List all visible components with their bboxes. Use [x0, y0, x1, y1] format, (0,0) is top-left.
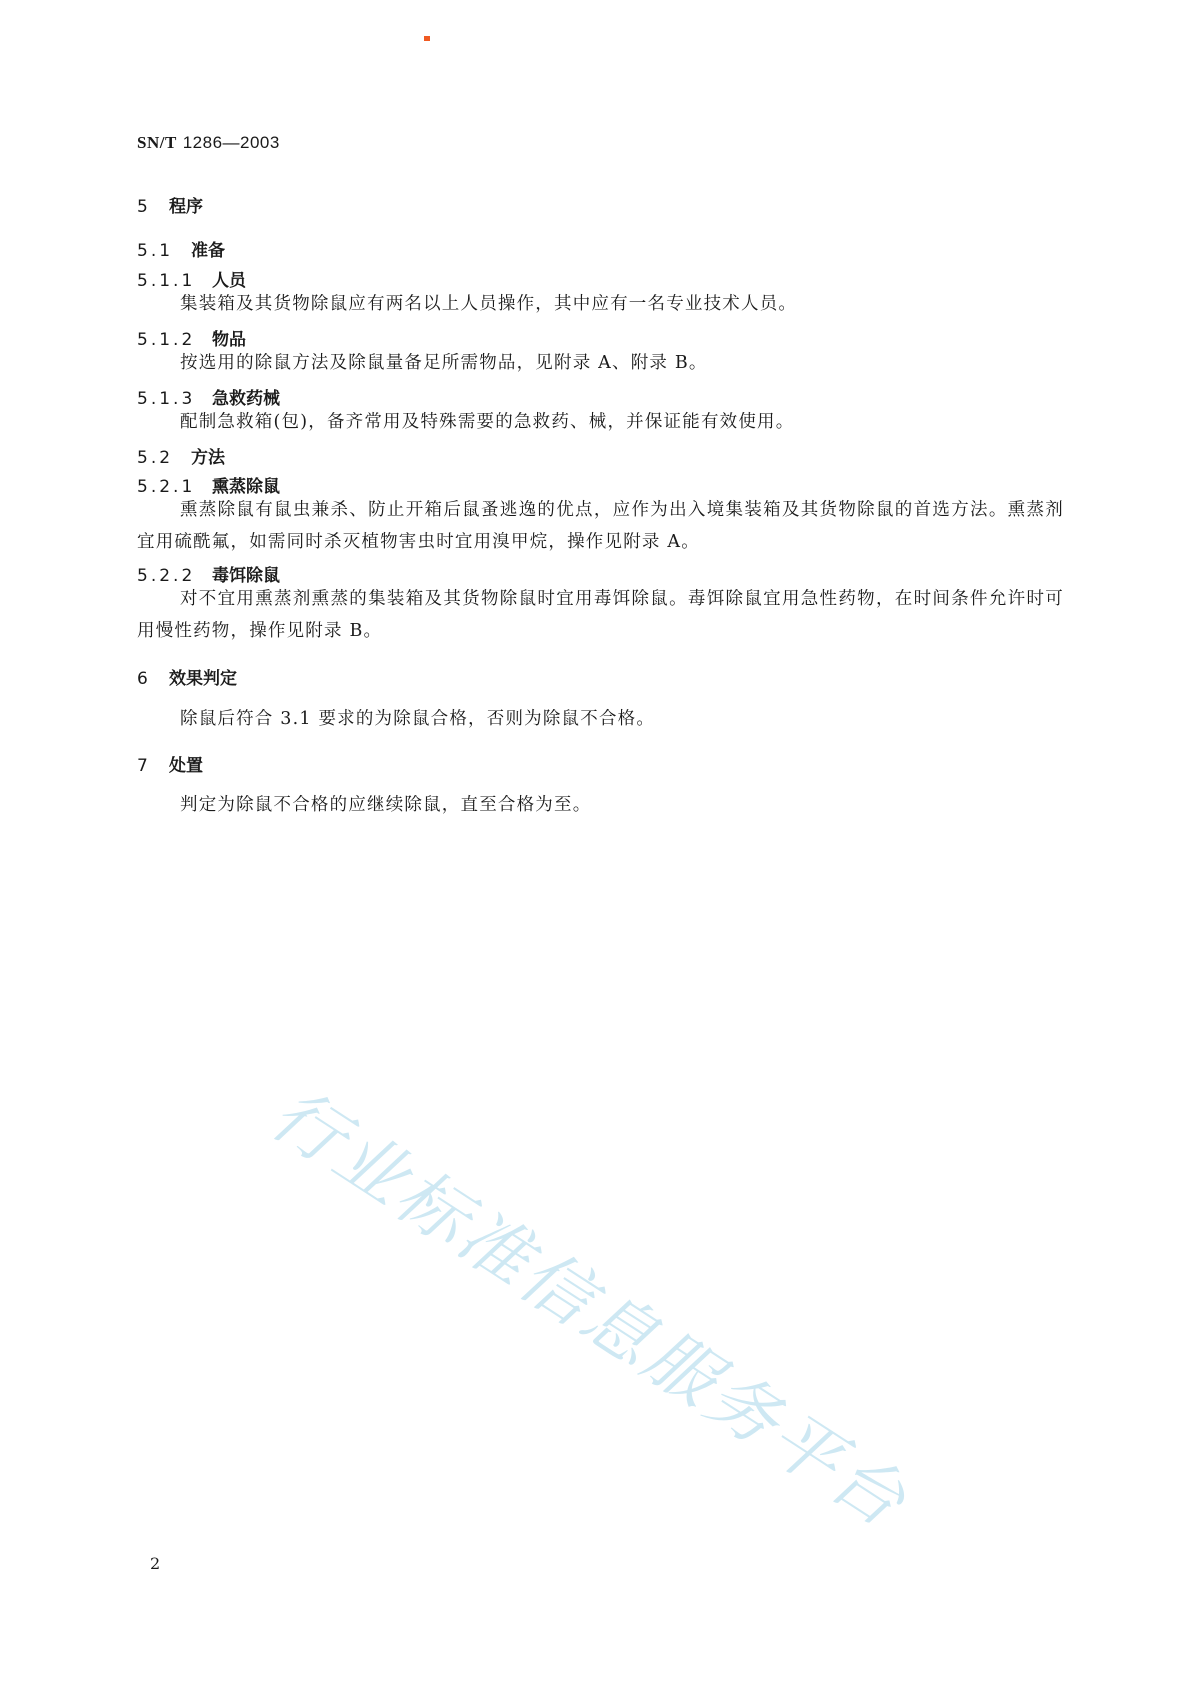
heading-5-2-1: 5.2.1 熏蒸除鼠 [137, 477, 280, 497]
watermark: 行业标准信息服务平台 [257, 1072, 923, 1545]
corner-mark [424, 36, 430, 41]
page-number: 2 [150, 1554, 161, 1573]
heading-5-2-2: 5.2.2 毒饵除鼠 [137, 566, 280, 586]
standard-code [137, 133, 280, 153]
paragraph-5-2-1: 熏蒸除鼠有鼠虫兼杀、防止开箱后鼠蚤逃逸的优点，应作为出入境集装箱及其货物除鼠的首选方法。熏蒸剂宜用硫酰氟，如需同时杀灭植物害虫时宜用溴甲烷，操作见附录 A。 [137, 500, 1064, 552]
heading-7: 7 处置 [137, 756, 203, 776]
heading-5-1-2: 5.1.2 物品 [137, 330, 246, 350]
heading-5: 5 程序 [137, 197, 203, 217]
paragraph-5-2-2: 对不宜用熏蒸剂熏蒸的集装箱及其货物除鼠时宜用毒饵除鼠。毒饵除鼠宜用急性药物，在时间条件允许时可用慢性药物，操作见附录 B。 [137, 589, 1064, 641]
heading-6: 6 效果判定 [137, 669, 237, 689]
paragraph-7: 判定为除鼠不合格的应继续除鼠，直至合格为至。 [180, 795, 592, 815]
heading-5-1-3: 5.1.3 急救药械 [137, 389, 280, 409]
paragraph-5-1-1: 集装箱及其货物除鼠应有两名以上人员操作，其中应有一名专业技术人员。 [180, 294, 798, 314]
paragraph-6: 除鼠后符合 3.1 要求的为除鼠合格，否则为除鼠不合格。 [180, 709, 656, 729]
standard-prefix: SN/T [137, 133, 177, 152]
standard-number: 1286—2003 [182, 133, 280, 152]
paragraph-5-1-2: 按选用的除鼠方法及除鼠量备足所需物品，见附录 A、附录 B。 [180, 353, 708, 373]
heading-5-1: 5.1 准备 [137, 241, 225, 261]
heading-5-2: 5.2 方法 [137, 448, 225, 468]
heading-5-1-1: 5.1.1 人员 [137, 271, 246, 291]
paragraph-5-1-3: 配制急救箱(包)，备齐常用及特殊需要的急救药、械，并保证能有效使用。 [180, 412, 795, 432]
